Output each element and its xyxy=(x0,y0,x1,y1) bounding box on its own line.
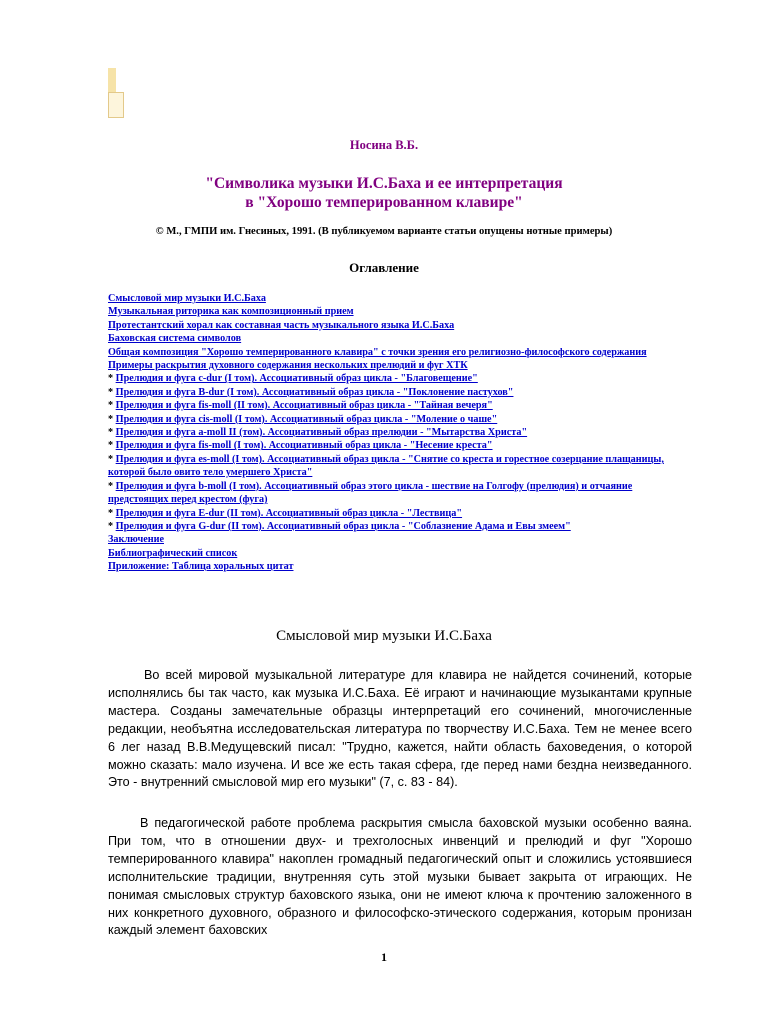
toc-link[interactable]: Общая композиция "Хорошо темперированного клавира" с точки зрения его религиозно-философского содержания xyxy=(108,346,647,358)
toc-bullet: * xyxy=(108,480,116,492)
toc-item xyxy=(108,547,678,560)
toc-bullet: * xyxy=(108,373,116,385)
toc-item xyxy=(108,413,678,426)
toc-item xyxy=(108,439,678,452)
decorative-bookmark-icon xyxy=(108,68,124,120)
paragraph-1: Во всей мировой музыкальной литературе для клавира не найдется сочинений, которые исполнялись бы так часто, как музыка И.С.Баха. Её играют и начинающие музыкантами крупные мастера. Созданы замечательные образцы интерпретаций его сочинений, многочисленные редакции, необъятна исследовательская литература по творчеству И.С.Баха. Тем не менее всего 6 лег назад В.В.Медущевский писал: "Трудно, кажется, найти область баховедения, о которой можно сказать: мало изучена. И все же есть такая сфера, где перед нами бездна неизведанного. Это - внутренний смысловой мир его музыки" (7, с. 83 - 84). xyxy=(108,668,692,790)
toc-link[interactable]: Прелюдия и фуга B-dur (I том). Ассоциативный образ цикла - "Поклонение пастухов" xyxy=(115,386,514,398)
section-heading: Смысловой мир музыки И.С.Баха xyxy=(276,628,492,644)
toc-link[interactable]: Прелюдия и фуга b-moll (I том). Ассоциативный образ этого цикла - шествие на Голгофу (прелюдия) и отчаяние предстоящих перед крестом (фуга) xyxy=(108,480,633,506)
toc-item xyxy=(108,319,678,332)
toc-item xyxy=(108,453,678,480)
toc-bullet: * xyxy=(108,400,116,412)
toc-item xyxy=(108,426,678,439)
toc-bullet: * xyxy=(108,413,116,425)
toc-item xyxy=(108,533,678,546)
toc-item xyxy=(108,520,678,533)
toc-item xyxy=(108,292,678,305)
toc-bullet: * xyxy=(108,520,116,532)
toc-link[interactable]: Музыкальная риторика как композиционный прием xyxy=(108,306,354,318)
toc-link[interactable]: Смысловой мир музыки И.С.Баха xyxy=(108,293,266,304)
toc-link[interactable]: Прелюдия и фуга es-moll (I том). Ассоциативный образ цикла - "Снятие со креста и горестное созерцание плащаницы, которой было овито тело умершего Христа" xyxy=(108,453,664,479)
toc-bullet: * xyxy=(108,386,116,398)
toc-item xyxy=(108,480,678,507)
toc-bullet: * xyxy=(108,507,116,519)
toc-link[interactable]: Прелюдия и фуга G-dur (II том). Ассоциативный образ цикла - "Соблазнение Адама и Евы змеем" xyxy=(115,520,571,532)
toc-bullet: * xyxy=(108,440,116,452)
toc-link[interactable]: Прелюдия и фуга c-dur (I том). Ассоциативный образ цикла - "Благовещение" xyxy=(115,373,478,385)
toc-item xyxy=(108,507,678,520)
title-line-2: в "Хорошо темперированном клавире" xyxy=(245,194,523,211)
toc-link[interactable]: Протестантский хорал как составная часть музыкального языка И.С.Баха xyxy=(108,319,455,331)
toc-heading: Оглавление xyxy=(349,260,419,275)
toc-bullet: * xyxy=(108,427,116,439)
toc-item xyxy=(108,386,678,399)
toc-item xyxy=(108,332,678,345)
paragraph-2: В педагогической работе проблема раскрытия смысла баховской музыки особенно ваяна. При том, что в отношении двух- и трехголосных инвенций и прелюдий и фуг "Хорошо темперированного клавира" накоплен громадный педагогический опыт и сложились устоявшиеся исполнительские традиции, внутренняя суть этой музыки бывает закрыта от играющих. Не понимая смысловых структур баховского языка, они не имеют ключа к прочтению заложенного в них конкретного духовного, образного и философско-этического содержания, которым пронизан каждый элемент баховских xyxy=(108,816,692,938)
toc-link[interactable]: Прелюдия и фуга a-moll II (том). Ассоциативный образ прелюдии - "Мытарства Христа" xyxy=(115,427,528,439)
toc-link[interactable]: Приложение: Таблица хоральных цитат xyxy=(108,561,294,573)
publication-source: © М., ГМПИ им. Гнесиных, 1991. (В публикуемом варианте статьи опущены нотные примеры) xyxy=(155,226,613,237)
toc-link[interactable]: Заключение xyxy=(108,534,164,546)
toc-bullet: * xyxy=(108,453,116,465)
toc-link[interactable]: Примеры раскрытия духовного содержания нескольких прелюдий и фуг ХТК xyxy=(108,360,468,372)
toc-item xyxy=(108,346,678,359)
toc-link[interactable]: Баховская система символов xyxy=(108,333,242,345)
toc-link[interactable]: Прелюдия и фуга fis-moll (I том). Ассоциативный образ цикла - "Несение креста" xyxy=(115,440,493,452)
toc-item xyxy=(108,305,678,318)
author-name: Носина В.Б. xyxy=(349,138,419,152)
document-title xyxy=(0,174,768,212)
toc-item xyxy=(108,560,678,573)
toc-link[interactable]: Прелюдия и фуга fis-moll (II том). Ассоциативный образ цикла - "Тайная вечеря" xyxy=(115,400,493,412)
toc-item xyxy=(108,359,678,372)
toc-link[interactable]: Библиографический список xyxy=(108,547,238,559)
toc-link[interactable]: Прелюдия и фуга E-dur (II том). Ассоциативный образ цикла - "Лествица" xyxy=(115,507,463,519)
toc-item xyxy=(108,372,678,385)
table-of-contents xyxy=(108,292,678,574)
title-line-1: "Символика музыки И.С.Баха и ее интерпретация xyxy=(205,175,563,192)
toc-link[interactable]: Прелюдия и фуга cis-moll (I том). Ассоциативный образ цикла - "Моление о чаше" xyxy=(115,413,498,425)
toc-item xyxy=(108,399,678,412)
page-number: 1 xyxy=(381,950,387,964)
